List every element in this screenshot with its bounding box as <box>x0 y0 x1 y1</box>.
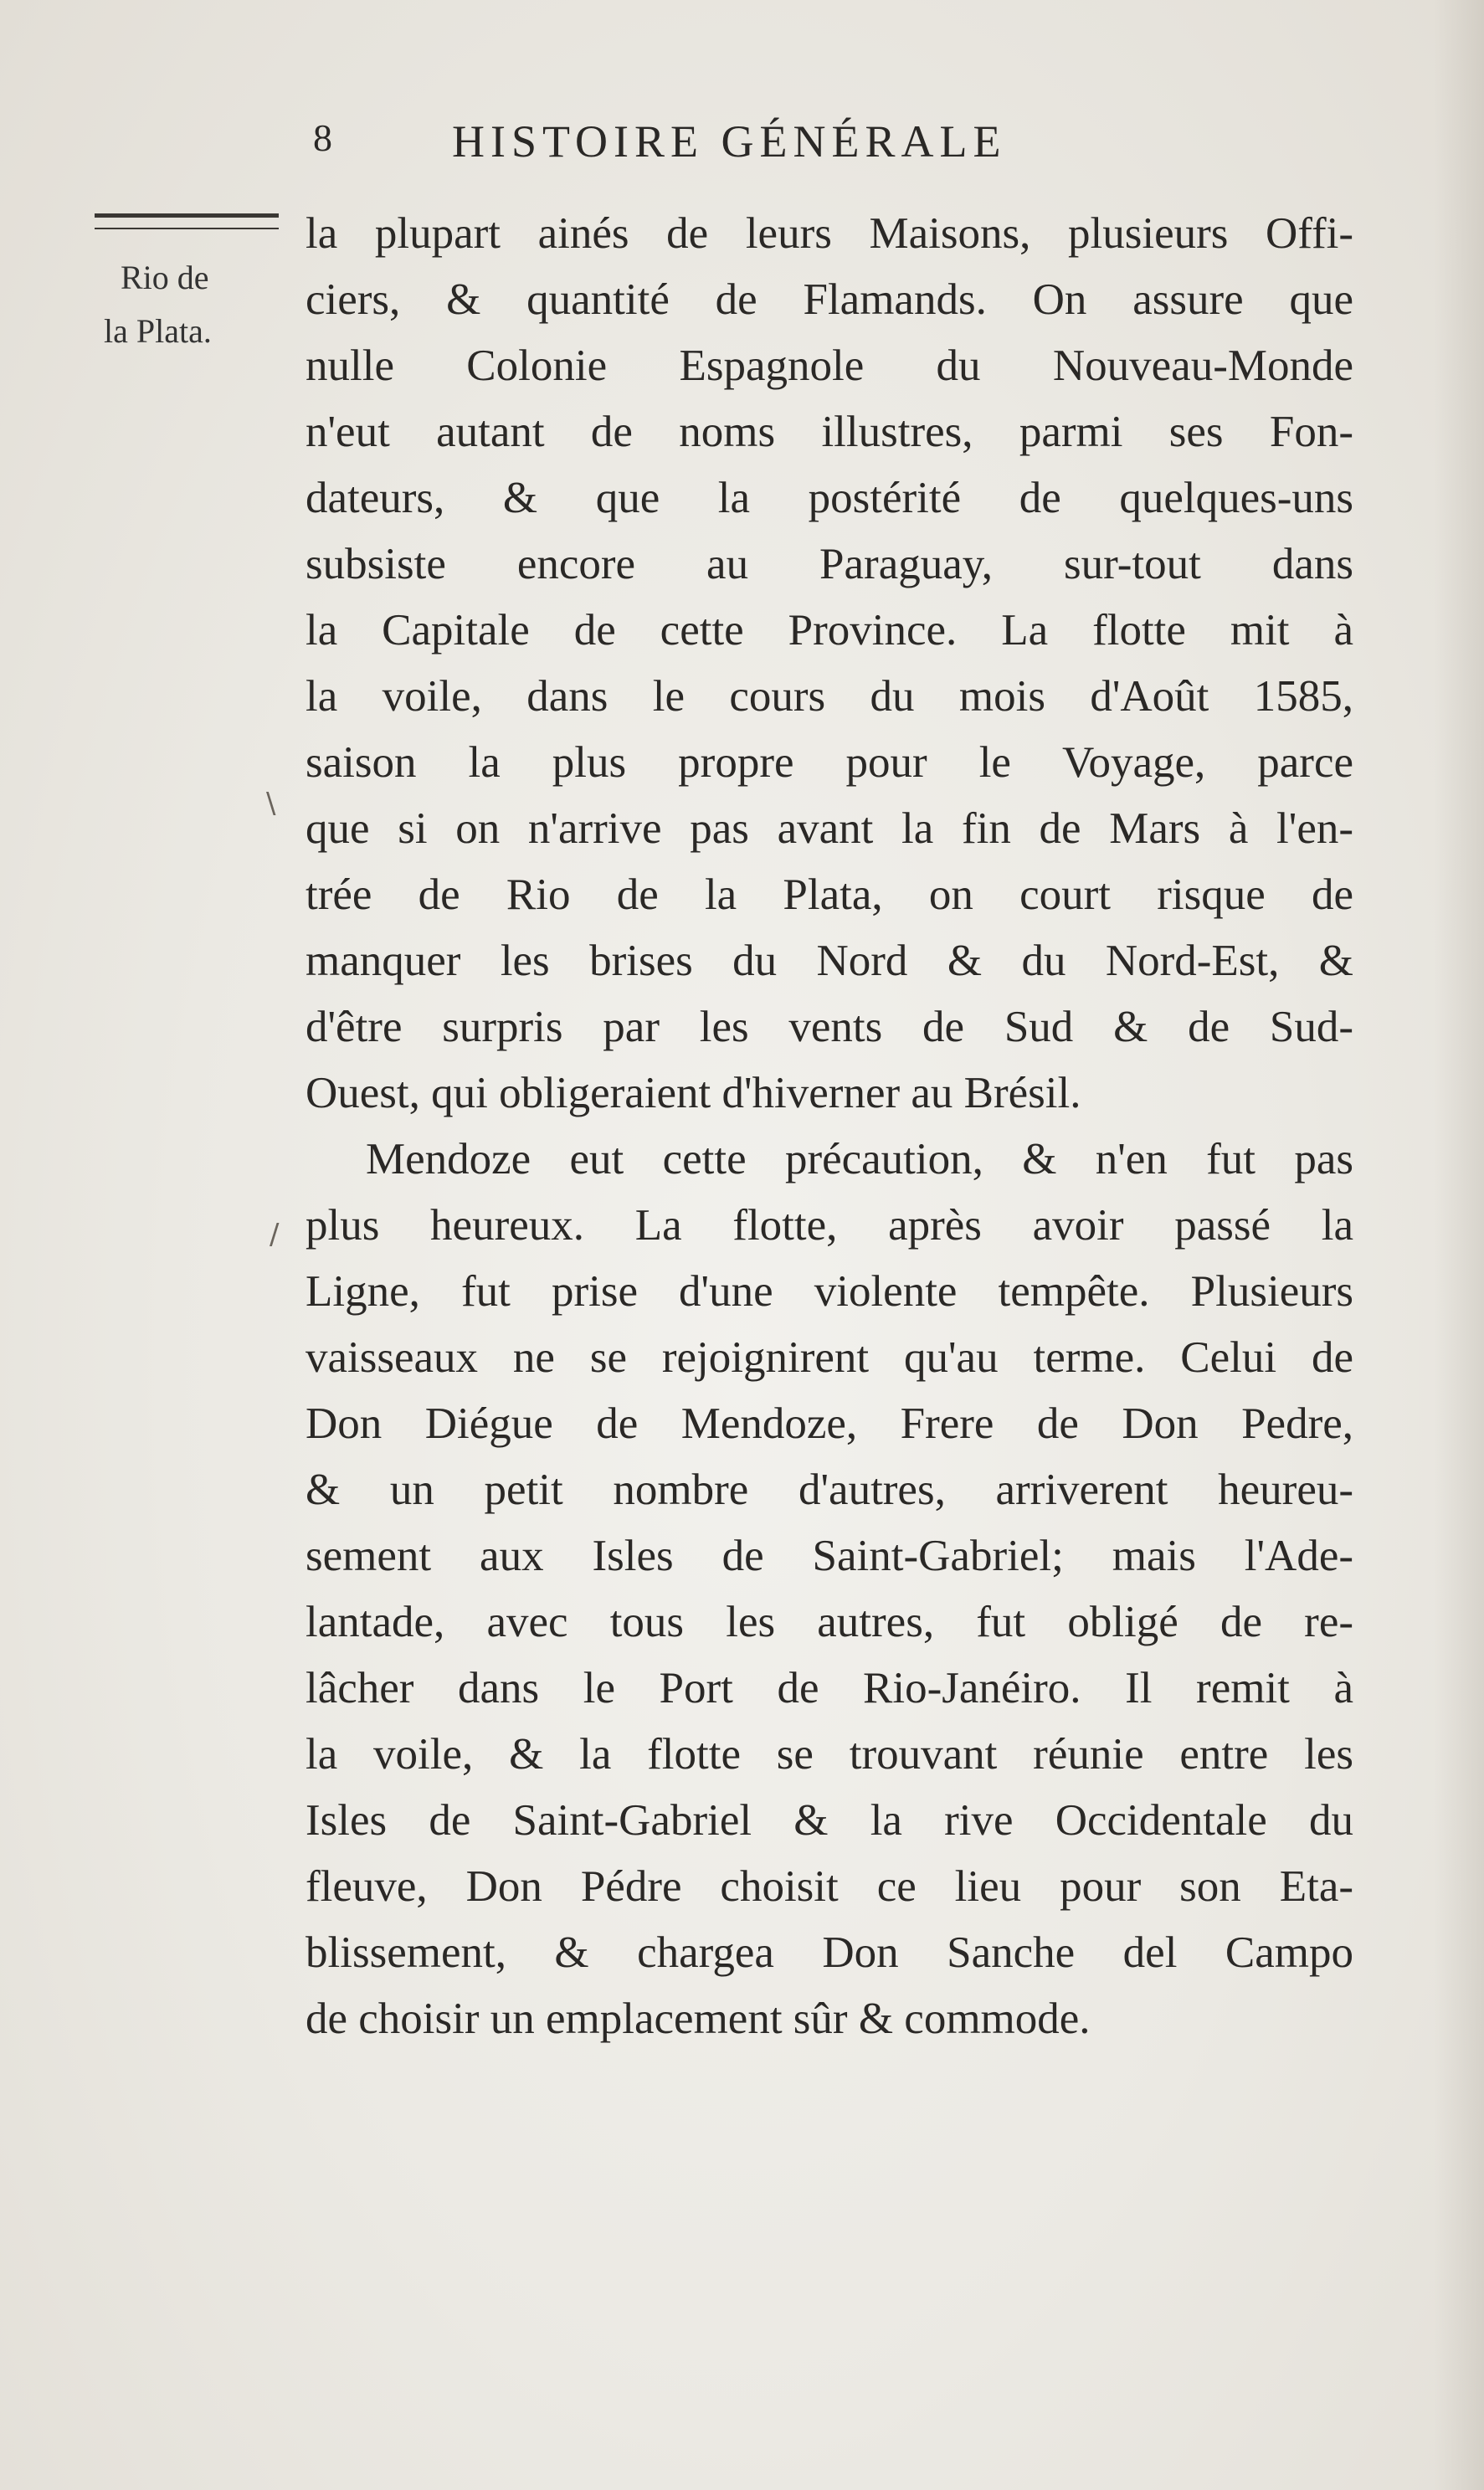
text-line: subsiste encore au Paraguay, sur-tout dans <box>306 540 1353 588</box>
text-line: la plupart ainés de leurs Maisons, plusieurs Offi- <box>306 209 1353 258</box>
page-number: 8 <box>313 116 332 159</box>
text-line: la voile, dans le cours du mois d'Août 1585, <box>306 672 1353 721</box>
text-line: trée de Rio de la Plata, on court risque de <box>306 870 1353 919</box>
text-line: manquer les brises du Nord & du Nord-Est, & <box>306 937 1353 985</box>
marginal-note-line-2: la Plata. <box>104 312 212 350</box>
text-line: n'eut autant de noms illustres, parmi ses Fon- <box>306 408 1353 456</box>
running-title: HISTOIRE GÉNÉRALE <box>452 116 1007 167</box>
text-line: sement aux Isles de Saint-Gabriel; mais l'Ade- <box>306 1532 1353 1580</box>
running-head <box>301 116 1348 174</box>
page-edge-shadow <box>1434 0 1484 2490</box>
text-line: dateurs, & que la postérité de quelques-uns <box>306 474 1353 522</box>
text-line: blissement, & chargea Don Sanche del Campo <box>306 1928 1353 1977</box>
text-line: d'être surpris par les vents de Sud & de Sud- <box>306 1003 1353 1051</box>
body-text <box>306 201 1353 2052</box>
text-line: lantade, avec tous les autres, fut obligé de re- <box>306 1598 1353 1646</box>
text-line: lâcher dans le Port de Rio-Janéiro. Il remit à <box>306 1664 1353 1712</box>
text-line: fleuve, Don Pédre choisit ce lieu pour son Eta- <box>306 1862 1353 1911</box>
text-line: nulle Colonie Espagnole du Nouveau-Monde <box>306 341 1353 390</box>
text-line: que si on n'arrive pas avant la fin de Mars à l'en- <box>306 804 1353 853</box>
text-line: de choisir un emplacement sûr & commode. <box>306 1995 1091 2043</box>
text-line: plus heureux. La flotte, après avoir passé la <box>306 1201 1353 1250</box>
text-line: Mendoze eut cette précaution, & n'en fut pas <box>366 1135 1353 1183</box>
ink-mark: \ <box>266 787 276 820</box>
ink-mark: / <box>270 1218 280 1251</box>
text-line: Don Diégue de Mendoze, Frere de Don Pedre, <box>306 1399 1353 1448</box>
text-line: vaisseaux ne se rejoignirent qu'au terme. Celui de <box>306 1333 1353 1382</box>
text-line: la Capitale de cette Province. La flotte mit à <box>306 606 1353 655</box>
text-line: Ligne, fut prise d'une violente tempête. Plusieurs <box>306 1267 1353 1316</box>
marginal-note-line-1: Rio de <box>121 259 209 296</box>
text-line: Isles de Saint-Gabriel & la rive Occidentale du <box>306 1796 1353 1845</box>
text-line: saison la plus propre pour le Voyage, parce <box>306 738 1353 787</box>
text-line: la voile, & la flotte se trouvant réunie entre les <box>306 1730 1353 1779</box>
text-line: & un petit nombre d'autres, arriverent heureu- <box>306 1466 1353 1514</box>
marginal-note <box>92 251 276 358</box>
text-line: Ouest, qui obligeraient d'hiverner au Brésil. <box>306 1069 1081 1117</box>
margin-rule <box>95 213 279 229</box>
text-line: ciers, & quantité de Flamands. On assure que <box>306 275 1353 324</box>
